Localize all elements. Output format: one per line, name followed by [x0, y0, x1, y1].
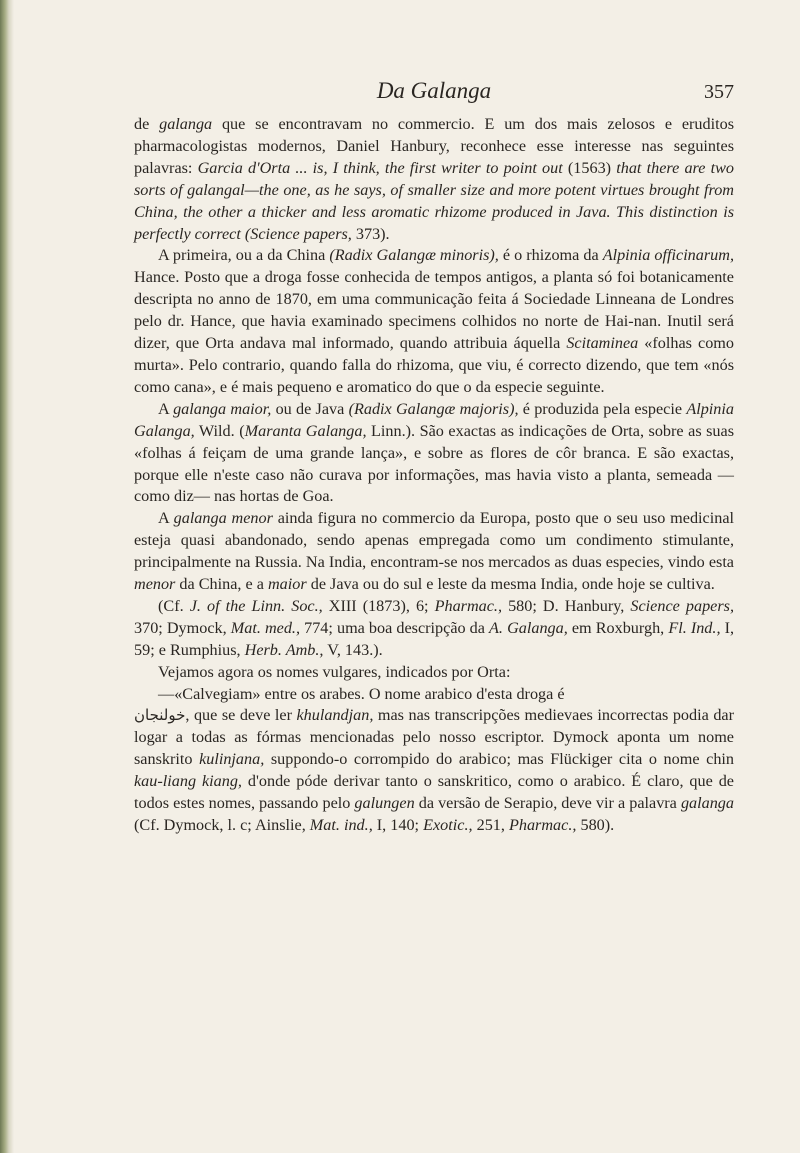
text-span: 251,	[472, 816, 509, 834]
text-span: A primeira, ou a da China	[158, 246, 330, 265]
italic-text: kau-liang kiang,	[134, 772, 242, 791]
text-span: A	[158, 509, 174, 528]
italic-text: Herb. Amb.,	[244, 640, 324, 659]
text-span: V, 143.).	[323, 640, 383, 659]
text-span: 370; Dymock,	[134, 618, 231, 637]
italic-text: galanga	[159, 115, 213, 133]
italic-text: Pharmac.,	[508, 816, 577, 834]
italic-text: Garcia d'Orta ... is, I think, the first writer to point out	[197, 158, 563, 177]
text-span: da versão de Serapio, deve vir a palavra	[414, 794, 681, 813]
italic-text: Alpinia Galanga,	[134, 399, 734, 440]
text-span: —«Calvegiam» entre os arabes. O nome arabico d'esta droga é	[158, 684, 565, 703]
text-span: de Java ou do sul e leste da mesma India, onde hoje se cultiva.	[306, 575, 715, 594]
body-text	[134, 114, 734, 837]
italic-text: Science papers,	[630, 596, 734, 615]
text-span: ainda figura no commercio da Europa, posto que o seu uso medicinal esteja quasi abandonado, sendo apenas empregada como um condimento stimulante, principalmente na Russia. Na India, encontram-se nos mercados as duas especies, vindo esta	[134, 509, 734, 572]
italic-text: menor	[134, 575, 176, 594]
text-span: (1563)	[562, 158, 617, 177]
paragraph	[134, 662, 734, 684]
text-span: 580; D. Hanbury,	[502, 596, 631, 615]
italic-text: Exotic.,	[423, 816, 473, 834]
text-span: ou de Java	[271, 399, 349, 418]
italic-text: that there are two sorts of galangal—the one, as he says, of smaller size and more potent virtues brought from China, the other a thicker and less aromatic rhizome produced in Java. This distinction is perfectly correct (Science papers,	[134, 158, 734, 243]
text-span: Linn.). São exactas as indicações de Orta, sobre as suas «folhas á feiçam de uma grande lança», e sobre as flores de côr branca. E são exactas, porque elle n'este caso não curava por informações, mas havia visto a planta, semeada —como diz— nas hortas de Goa.	[134, 421, 735, 506]
text-span: d'onde póde derivar tanto o sanskritico, como o arabico. É claro, que de todos estes nomes, passando pelo	[134, 772, 734, 813]
paragraph	[134, 114, 734, 245]
paragraph	[134, 508, 734, 596]
italic-text: kulinjana,	[199, 750, 265, 769]
text-span: é produzida pela especie	[518, 399, 687, 418]
text-span: 373).	[351, 224, 390, 243]
italic-text: (Radix Galangæ majoris),	[348, 399, 519, 418]
text-span: 774; uma boa descripção da	[300, 618, 490, 637]
text-span: (Cf.	[158, 596, 190, 615]
italic-text: Maranta Galanga,	[244, 421, 367, 440]
text-span: A	[158, 399, 174, 418]
text-span: 580).	[576, 816, 615, 834]
text-span: de	[134, 115, 160, 133]
running-header	[134, 80, 734, 114]
italic-text: Mat. med.,	[230, 618, 301, 637]
italic-text: galanga menor	[173, 509, 273, 528]
paragraph	[134, 245, 734, 398]
paragraph	[134, 596, 734, 662]
italic-text: (Radix Galangæ minoris),	[329, 246, 499, 265]
italic-text: Alpinia officinarum,	[602, 246, 735, 265]
text-span: Wild. (	[194, 421, 245, 440]
book-page	[134, 80, 734, 837]
text-span: I, 140;	[372, 816, 424, 834]
italic-text: Fl. Ind.,	[668, 618, 721, 637]
italic-text: galanga	[680, 794, 734, 813]
paragraph	[134, 705, 734, 836]
page-edge-shadow	[0, 0, 14, 1153]
text-span: , que se deve ler	[185, 706, 297, 725]
page-number: 357	[704, 81, 734, 103]
text-span: Hance. Posto que a droga fosse conhecida de tempos antigos, a planta só foi botanicamente descripta no anno de 1870, em uma communicação feita á Sociedade Linneana de Londres pelo dr. Hance, que havia examinado specimens colhidos no norte de Hai-nan. Inutil será dizer, que Orta andava mal informado, quando attribuia áquella	[134, 268, 734, 353]
text-span: (Cf. Dymock, l. c; Ainslie,	[134, 816, 310, 834]
page-title: Da Galanga	[376, 78, 492, 103]
text-span: que se encontravam no commercio. E um dos mais zelosos e eruditos pharmacologistas modernos, Daniel Hanbury, reconhece esse interesse nas seguintes palavras:	[134, 115, 734, 177]
text-span: I, 59; e Rumphius,	[134, 618, 735, 659]
text-span: em Roxburgh,	[567, 618, 669, 637]
text-span: XIII (1873), 6;	[322, 596, 435, 615]
italic-text: Scitaminea	[566, 334, 639, 353]
paragraph	[134, 684, 734, 706]
italic-text: Pharmac.,	[434, 596, 503, 615]
text-span: mas nas transcripções medievaes incorrectas podia dar logar a todas as fórmas mencionadas pelo nosso escriptor. Dymock aponta um nome sanskrito	[134, 706, 734, 769]
italic-text: maior	[267, 575, 307, 594]
text-span: suppondo-o corrompido do arabico; mas Flückiger cita o nome chin	[264, 750, 735, 769]
italic-text: khulandjan,	[296, 706, 374, 725]
text-span: é o rhizoma da	[498, 246, 603, 265]
text-span: da China, e a	[175, 575, 268, 594]
italic-text: Mat. ind.,	[309, 816, 373, 834]
text-span: «folhas como murta». Pelo contrario, quando falla do rhizoma, que viu, é correcto dizendo, que tem «nós como cana», e é mais pequeno e aromatico do que o da especie seguinte.	[134, 334, 734, 396]
paragraph	[134, 399, 734, 509]
italic-text: galungen	[354, 794, 415, 813]
text-span: Vejamos agora os nomes vulgares, indicados por Orta:	[158, 662, 511, 681]
italic-text: A. Galanga,	[489, 618, 568, 637]
italic-text: galanga maior,	[173, 399, 272, 418]
arabic-word: خولنجان	[134, 706, 186, 725]
italic-text: J. of the Linn. Soc.,	[189, 596, 323, 615]
